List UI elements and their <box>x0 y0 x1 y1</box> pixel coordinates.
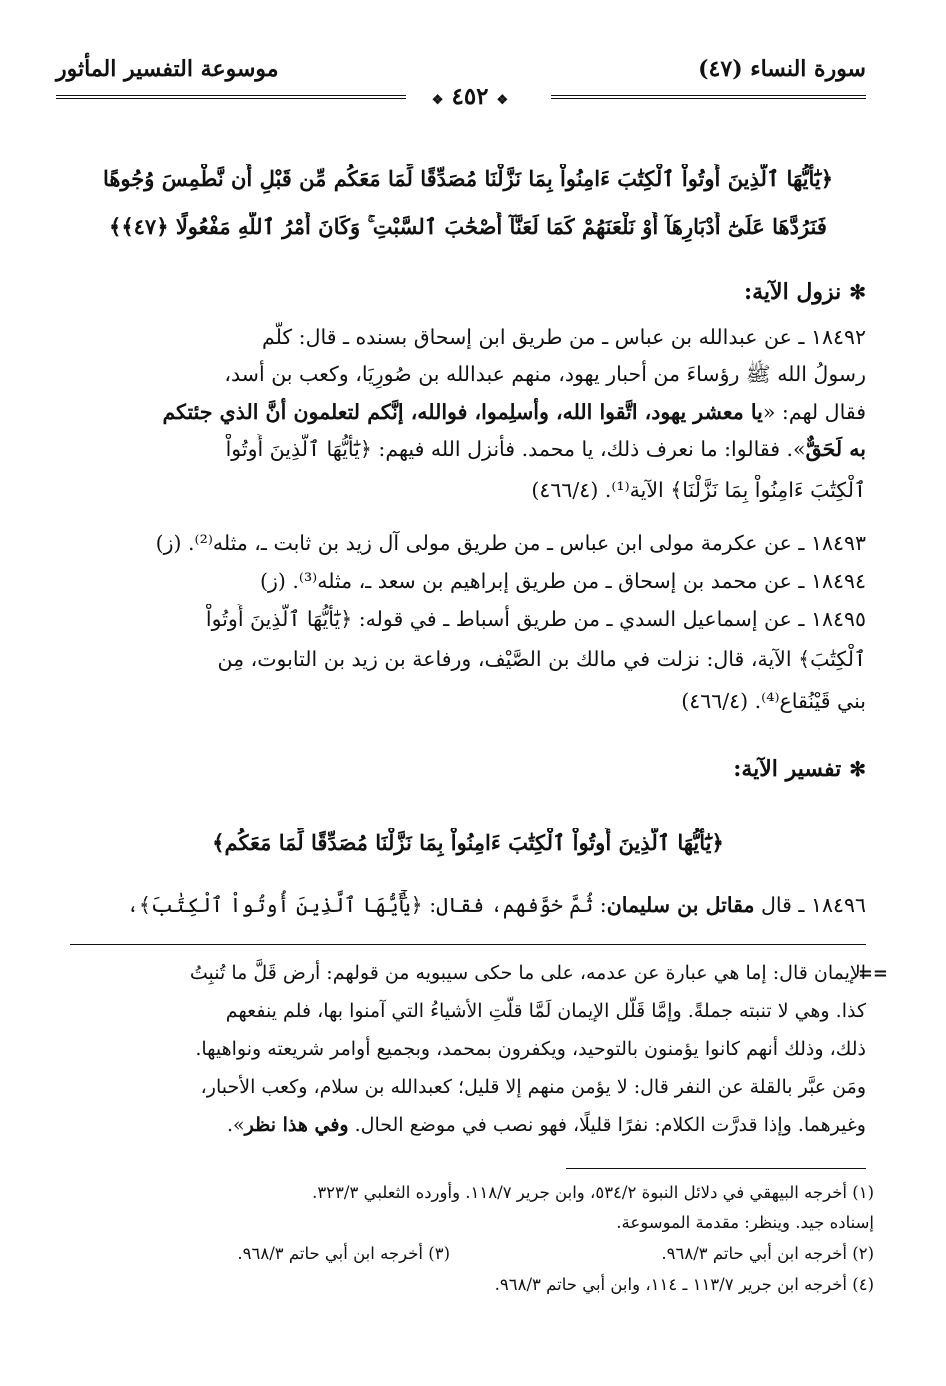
text-line: ١٨٤٩٥ ـ عن إسماعيل السدي ـ من طريق أسباط ـ في قوله: ﴿يَٰٓأَيُّهَا ٱلَّذِينَ أُوتُواْ <box>205 607 866 631</box>
note-line: الإيمان قال: إما هي عبارة عن عدمه، على ما حكى سيبويه من قولهم: أرض قَلَّ ما تُنبِتُ <box>189 962 866 984</box>
section-heading-nuzul <box>70 277 866 307</box>
page-number: ٤٥٢ <box>451 83 489 110</box>
footnote-separator <box>566 1168 866 1169</box>
header-rule-right <box>551 95 866 99</box>
section-title: تفسير الآية: <box>733 756 842 782</box>
hadith-quote: به لَحَقٌّ <box>805 437 866 461</box>
text-run: وغيرهما. وإذا قدرَّت الكلام: نفرًا قليلًا، فهو نصب في موضع الحال. <box>348 1114 866 1136</box>
verse-line-2: فَنَرُدَّهَا عَلَىٰٓ أَدْبَارِهَآ أَوْ نَلْعَنَهُمْ كَمَا لَعَنَّآ أَصْحَٰبَ ٱلسَّبْتِ ۚ وَكَانَ أَمْرُ ٱللَّهِ مَفْعُولًا ﴿٤٧﴾﴾ <box>109 214 827 239</box>
text-line: ٱلْكِتَٰبَ ءَامِنُواْ بِمَا نَزَّلْنَا﴾ الآية⁽¹⁾. (٤٦٦/٤) <box>531 478 866 502</box>
text-run: : ثُمَّ خوَّفهم، فقال: ﴿يَٰٓأَيُّهَا ٱلَّذِينَ أُوتُواْ ٱلْكِتَٰبَ﴾، <box>126 893 607 917</box>
note-line: ومَن عبَّر بالقلة عن النفر قال: لا يؤمن منهم إلا قليل؛ كعبدالله بن سلام، وكعب الأحبار، <box>200 1076 866 1098</box>
tafsir-verse: ﴿يَٰٓأَيُّهَا ٱلَّذِينَ أُوتُواْ ٱلْكِتَٰبَ ءَامِنُواْ بِمَا نَزَّلْنَا مُصَدِّقًا لِّمَا مَعَكُم﴾ <box>212 830 724 855</box>
text-line: بني قَيْنُقاع⁽⁴⁾. (٤٦٦/٤) <box>681 689 866 713</box>
text-line: ١٨٤٩٢ ـ عن عبدالله بن عباس ـ من طريق ابن إسحاق بسنده ـ قال: كلَّم <box>261 325 866 349</box>
hadith-quote: يا معشر يهود، اتَّقوا الله، وأسلِموا، فوالله، إنَّكم لتعلمون أنَّ الذي جئتكم <box>162 400 763 424</box>
footnote-1-continued: إسناده جيد. وينظر: مقدمة الموسوعة. <box>616 1213 874 1232</box>
text-line: رسولُ الله ﷺ رؤساءَ من أحبار يهود، منهم عبدالله بن صُورِيَا، وكعب بن أسد، <box>224 362 866 386</box>
verse-line-1: ﴿يَٰٓأَيُّهَا ٱلَّذِينَ أُوتُواْ ٱلْكِتَٰبَ ءَامِنُواْ بِمَا نَزَّلْنَا مُصَدِّقًا لِّمَا مَعَكُم مِّن قَبْلِ أَن نَّطْمِسَ وُجُوهًا <box>102 166 834 191</box>
text-run: ». <box>226 1114 245 1136</box>
text-line: ١٨٤٩٤ ـ عن محمد بن إسحاق ـ من طريق إبراهيم بن سعد ـ، مثله⁽³⁾. (ز) <box>259 569 866 593</box>
footnote-2: (٢) أخرجه ابن أبي حاتم ٩٦٨/٣. <box>661 1244 874 1263</box>
section-heading-tafsir <box>70 754 866 784</box>
flower-star-icon: ✻ <box>849 757 866 781</box>
section-title: نزول الآية: <box>744 279 842 305</box>
text-run: ». فقالوا: ما نعرف ذلك، يا محمد. فأنزل الله فيهم: ﴿يَٰٓأَيُّهَا ٱلَّذِينَ أُوتُواْ <box>225 437 806 461</box>
notes-separator <box>70 944 866 945</box>
text-line <box>70 397 866 427</box>
footnote-4: (٤) أخرجه ابن جرير ١١٣/٧ ـ ١١٤، وابن أبي حاتم ٩٦٨/٣. <box>494 1275 874 1294</box>
text-line: ٱلْكِتَٰبَ﴾ الآية، قال: نزلت في مالك بن الصَّيْف، ورفاعة بن زيد بن التابوت، مِن <box>217 647 866 671</box>
header-rule-left <box>56 95 406 99</box>
text-line <box>70 890 866 920</box>
page-number-block <box>410 83 530 110</box>
text-line: ١٨٤٩٣ ـ عن عكرمة مولى ابن عباس ـ من طريق مولى آل زيد بن ثابت ـ، مثله⁽²⁾. (ز) <box>155 531 866 555</box>
footnote-1: (١) أخرجه البيهقي في دلائل النبوة ٥٣٤/٢، وابن جرير ١١٨/٧. وأورده الثعلبي ٣٢٣/٣. <box>312 1183 874 1202</box>
note-line <box>70 1110 866 1140</box>
ornament-icon: ❖ <box>496 93 509 108</box>
footnote-3: (٣) أخرجه ابن أبي حاتم ٩٦٨/٣. <box>237 1244 450 1263</box>
text-run: ١٨٤٩٦ ـ قال <box>754 893 866 917</box>
narrator-name: مقاتل بن سليمان <box>606 893 755 917</box>
header-book-title: موسوعة التفسير المأثور <box>56 56 279 82</box>
flower-star-icon: ✻ <box>849 280 866 304</box>
header-surah: سورة النساء (٤٧) <box>698 56 866 82</box>
note-line: كذا. وهي لا تنبته جملةً. وإمَّا قَلَّل الإيمان لَمَّا قلَّتِ الأشياءُ التي آمنوا بها، فلم ينفعهم <box>225 1000 866 1022</box>
note-line: ذلك، وذلك أنهم كانوا يؤمنون بالتوحيد، ويكفرون بمحمد، وبجميع أوامر شريعته ونواهيها. <box>195 1038 866 1060</box>
ornament-icon: ❖ <box>431 93 444 108</box>
note-emphasis: وفي هذا نظر <box>244 1114 349 1136</box>
continuation-marker: == <box>857 963 888 984</box>
text-line <box>70 434 866 464</box>
text-run: فقال لهم: « <box>762 400 866 424</box>
